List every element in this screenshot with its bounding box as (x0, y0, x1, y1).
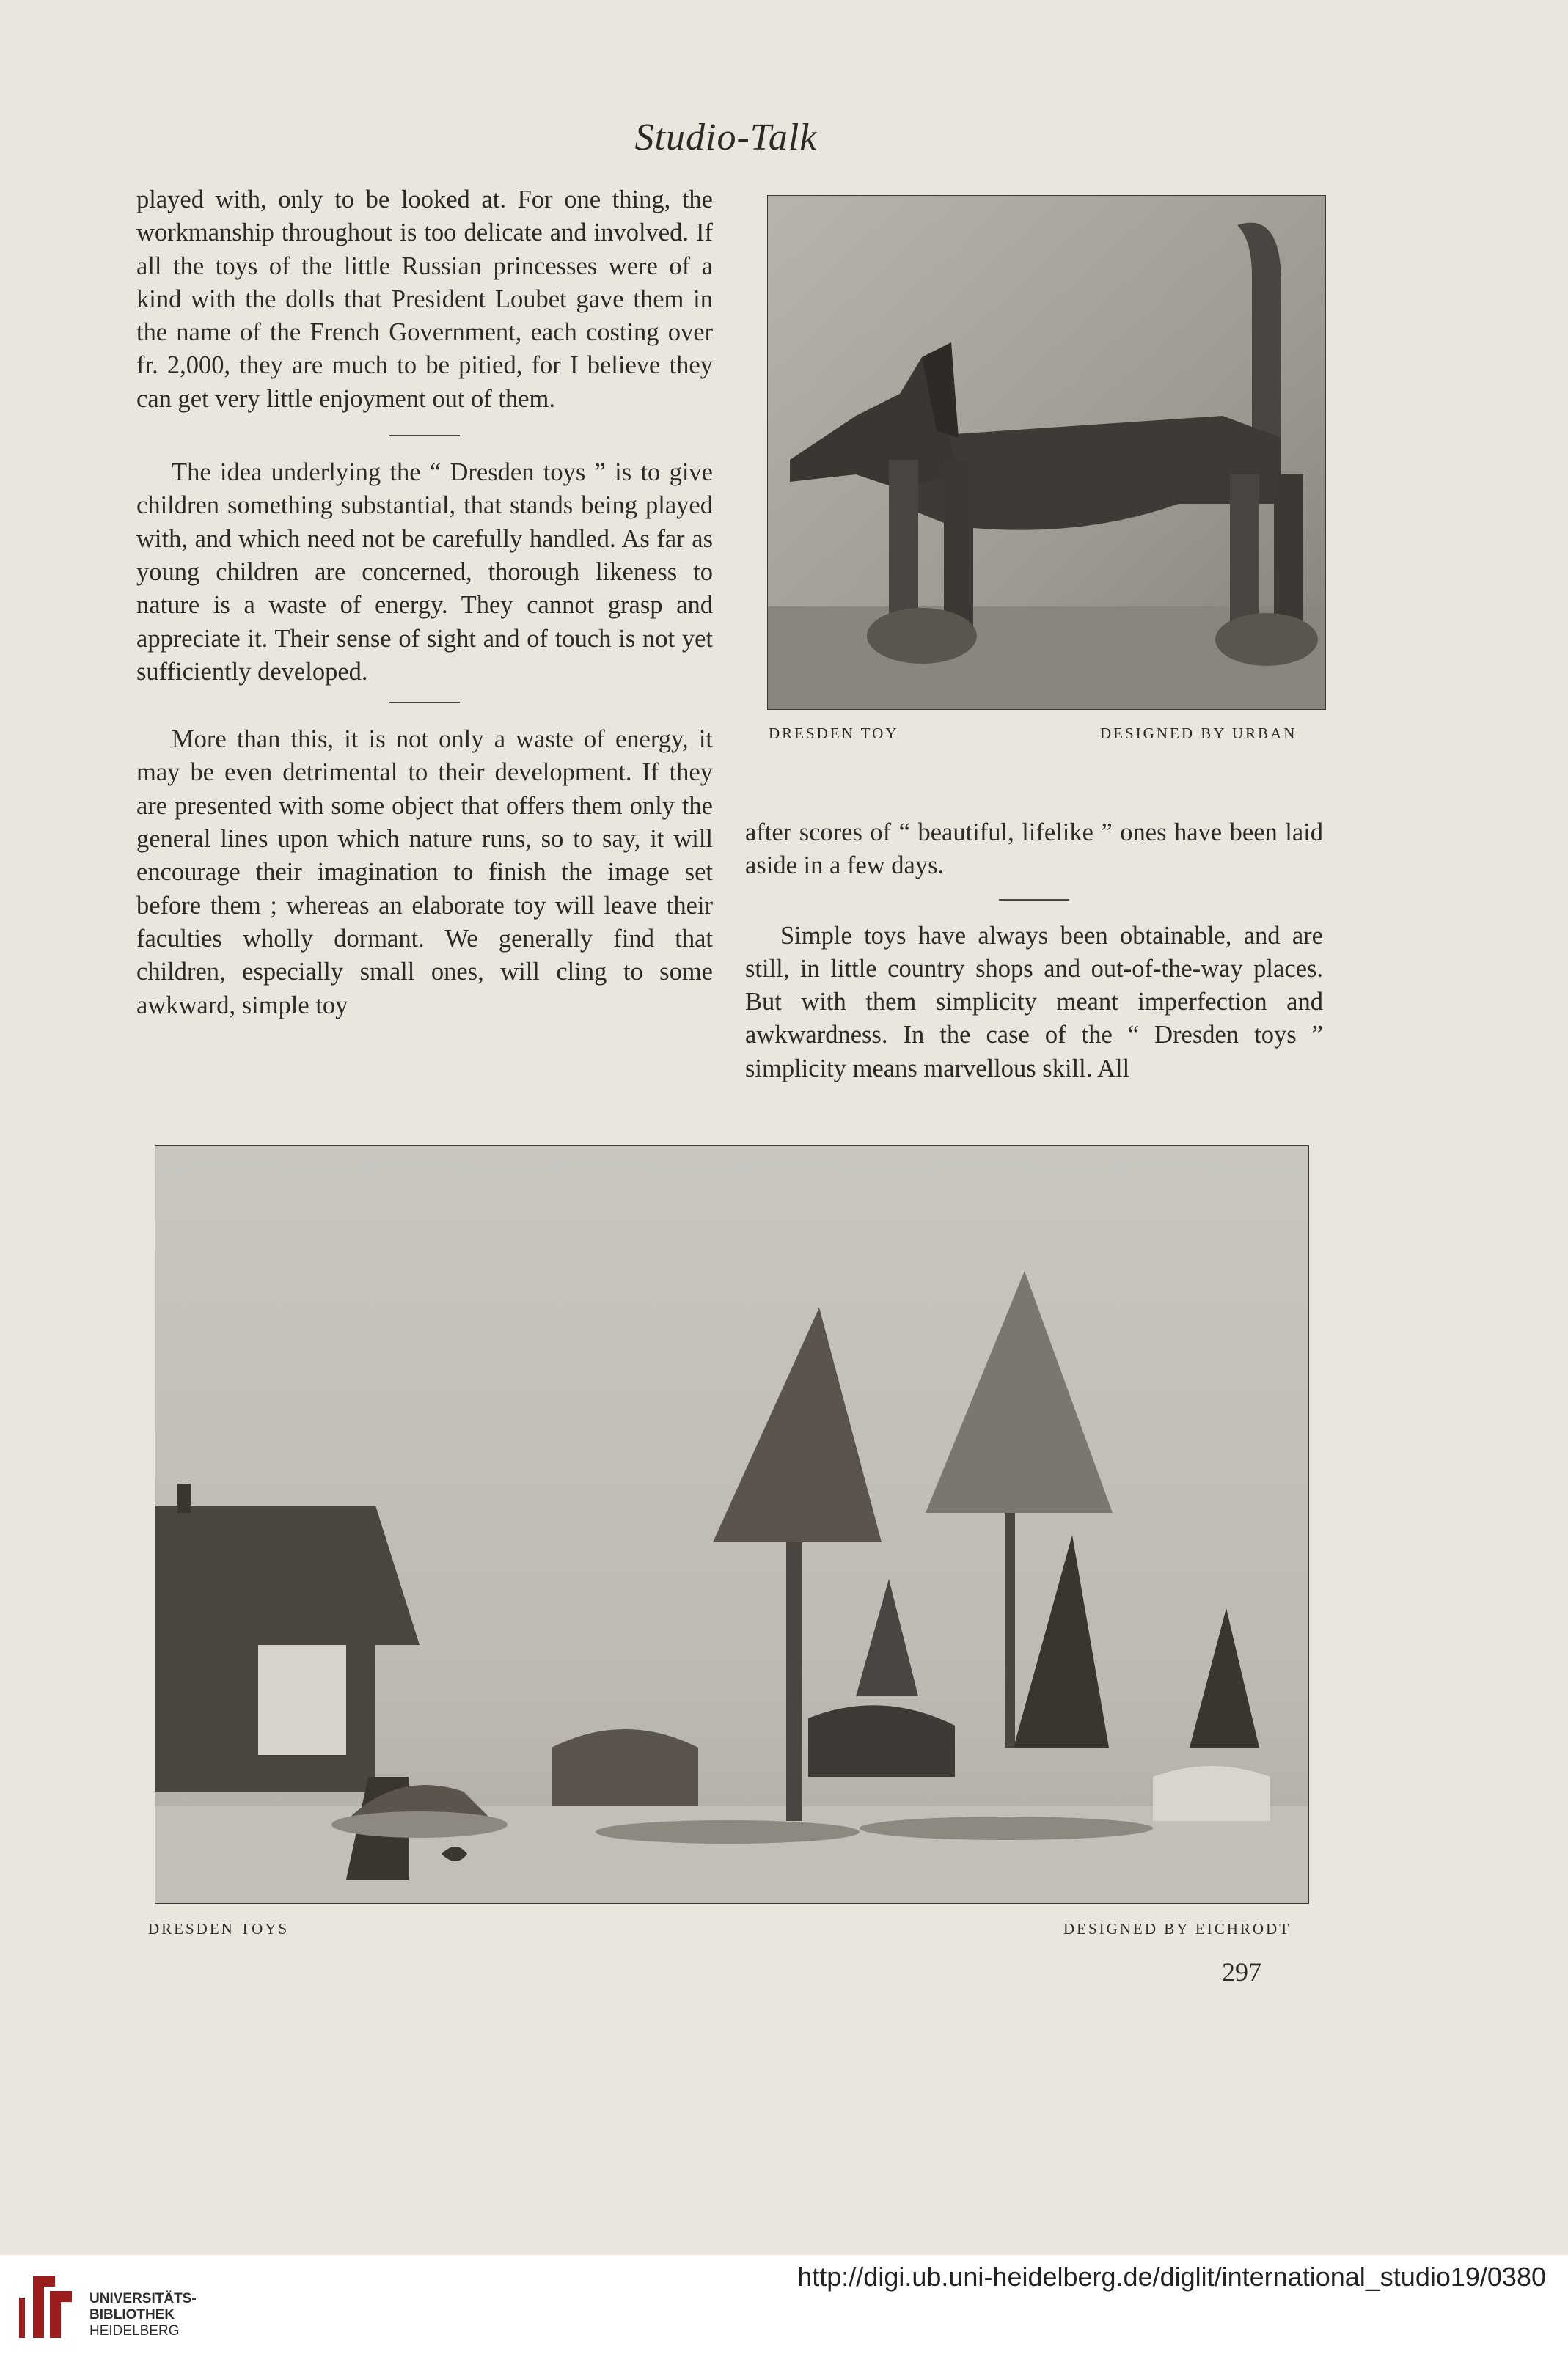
section-rule (389, 435, 460, 436)
page-number: 297 (1222, 1957, 1261, 1987)
figure-caption-right: DESIGNED BY URBAN (1100, 725, 1297, 742)
dresden-toys-village-photo (155, 1145, 1309, 1904)
section-rule (389, 702, 460, 703)
paragraph: after scores of “ beautiful, lifelike ” ones have been laid aside in a few days. (745, 818, 1323, 880)
source-url-link[interactable]: http://digi.ub.uni-heidelberg.de/diglit/international_studio19/0380 (797, 2262, 1546, 2292)
paragraph: played with, only to be looked at. For one thing, the workmanship throughout is too delicate and involved. If all the toys of the little Russian princesses were of a kind with the dolls that President Loubet gave them in the name of the French Government, each costing over fr. 2,000, they are much to be pitied, for I believe they can get very little enjoyment out of them. (136, 186, 713, 413)
library-name-line: BIBLIOTHEK (89, 2307, 175, 2323)
library-logo-icon (15, 2265, 88, 2347)
figure-caption-left: DRESDEN TOY (769, 725, 899, 742)
running-title: Studio-Talk (634, 117, 818, 158)
library-name-line: HEIDELBERG (89, 2323, 180, 2339)
dresden-toy-dog-photo (767, 195, 1326, 710)
paragraph: More than this, it is not only a waste of energy, it may be even detrimental to their development. If they are presented with some object that offers them only the general lines upon which nature runs, so to say, it will encourage their imagination to finish the image set before them ; whereas an elaborate toy will leave their faculties wholly dormant. We generally find that children, especially small ones, will cling to some awkward, simple toy (136, 725, 713, 1019)
figure-caption-left: DRESDEN TOYS (148, 1920, 290, 1938)
right-column (745, 816, 1323, 1085)
section-rule (999, 899, 1069, 901)
figure-caption-right: DESIGNED BY EICHRODT (1063, 1920, 1292, 1938)
library-name-line: UNIVERSITÄTS- (89, 2291, 197, 2306)
library-name (89, 2291, 197, 2339)
paragraph: Simple toys have always been obtainable, and are still, in little country shops and out-of-the-way places. But with them simplicity meant imperfection and awkwardness. In the case of the “ Dresden toys ” simplicity means marvellous skill. All (745, 921, 1323, 1082)
left-column (136, 183, 713, 1022)
paragraph: The idea underlying the “ Dresden toys ” is to give children something substantial, that stands being played with, and which need not be carefully handled. As far as young children are concerned, thorough likeness to nature is a waste of energy. They cannot grasp and appreciate it. Their sense of sight and of touch is not yet sufficiently developed. (136, 458, 713, 686)
